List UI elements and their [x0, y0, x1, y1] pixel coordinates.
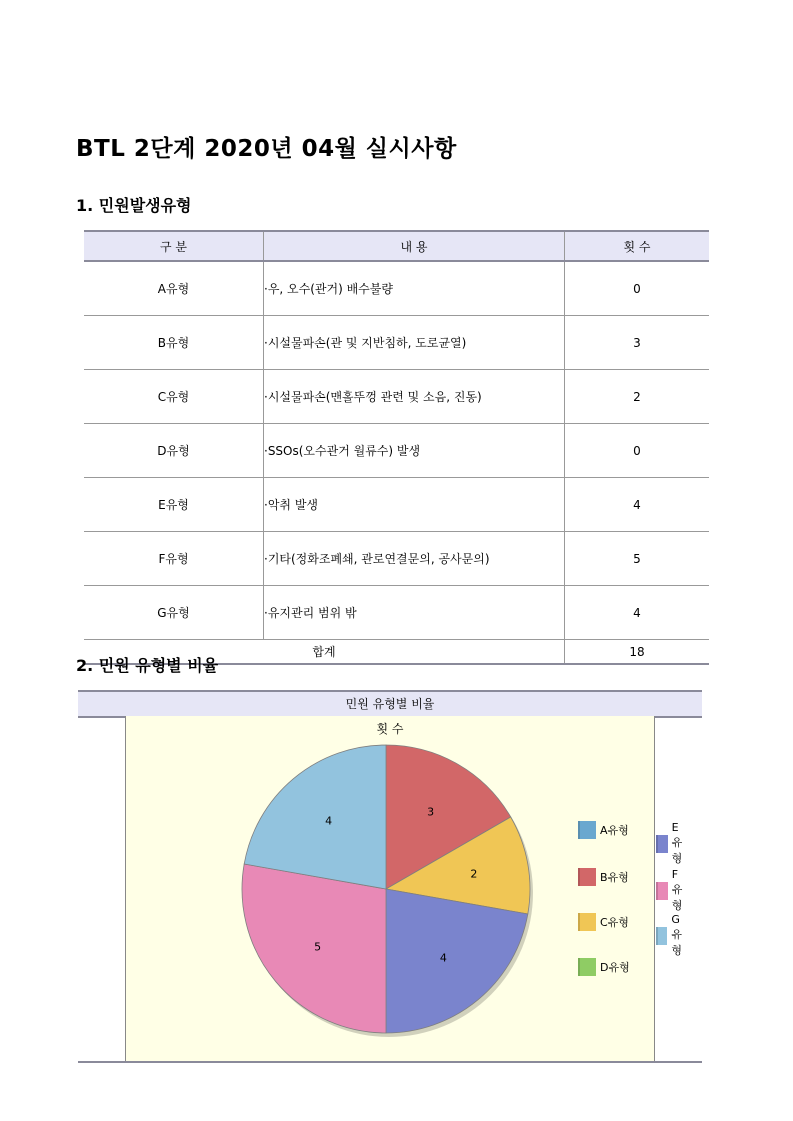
total-label: 합계 [84, 640, 565, 665]
legend-label: C유형 [600, 916, 629, 929]
legend-swatch [578, 913, 596, 931]
section-heading-type-ratio: 2. 민원 유형별 비율 [76, 656, 219, 675]
row-count: 4 [565, 586, 710, 640]
row-description: ·악취 발생 [264, 478, 565, 532]
pie-slice-E유형 [386, 889, 528, 1033]
legend-item [578, 868, 629, 886]
pie-chart [126, 716, 654, 1061]
pie-data-label: 2 [470, 867, 478, 881]
row-description: ·시설물파손(관 및 지반침하, 도로균열) [264, 316, 565, 370]
row-count: 4 [565, 478, 710, 532]
row-type: E유형 [84, 478, 264, 532]
chart-bottom-rule [78, 1061, 702, 1063]
legend-label: F유형 [671, 868, 683, 912]
legend-item [656, 868, 689, 913]
table-header-row [84, 231, 709, 261]
chart-header: 민원 유형별 비율 [78, 690, 702, 718]
row-description: ·SSOs(오수관거 월류수) 발생 [264, 424, 565, 478]
row-description: ·우, 오수(관거) 배수불량 [264, 261, 565, 316]
legend-label: G유형 [671, 913, 682, 957]
row-type: D유형 [84, 424, 264, 478]
column-header-category: 구 분 [84, 231, 264, 261]
row-type: F유형 [84, 532, 264, 586]
row-count: 3 [565, 316, 710, 370]
chart-title: 횟 수 [376, 722, 404, 736]
legend-item [578, 821, 629, 839]
pie-data-label: 3 [427, 805, 435, 819]
legend-swatch [656, 927, 667, 945]
legend-item [656, 913, 689, 958]
section-heading-complaint-types: 1. 민원발생유형 [76, 196, 192, 215]
legend-item [578, 958, 630, 976]
pie-data-label: 4 [325, 814, 333, 828]
row-count: 2 [565, 370, 710, 424]
legend-swatch [656, 882, 668, 900]
row-description: ·기타(정화조폐쇄, 관로연결문의, 공사문의) [264, 532, 565, 586]
row-type: G유형 [84, 586, 264, 640]
legend-swatch [578, 868, 596, 886]
table-row [84, 370, 709, 424]
table-row [84, 316, 709, 370]
pie-chart-area [125, 716, 683, 1061]
row-type: A유형 [84, 261, 264, 316]
table-row [84, 586, 709, 640]
pie-data-label: 4 [439, 951, 447, 965]
table-row [84, 532, 709, 586]
row-description: ·시설물파손(맨홀뚜껑 관련 및 소음, 진동) [264, 370, 565, 424]
page-title: BTL 2단계 2020년 04월 실시사항 [76, 136, 457, 162]
legend-item [656, 821, 689, 866]
pie-slice-G유형 [244, 745, 386, 889]
column-header-content: 내 용 [264, 231, 565, 261]
complaint-type-table [84, 230, 709, 665]
row-description: ·유지관리 범위 밖 [264, 586, 565, 640]
table-row [84, 261, 709, 316]
legend-swatch [656, 835, 668, 853]
row-count: 5 [565, 532, 710, 586]
legend-label: D유형 [600, 961, 630, 974]
row-type: B유형 [84, 316, 264, 370]
legend-label: E유형 [671, 821, 683, 865]
row-type: C유형 [84, 370, 264, 424]
legend-label: A유형 [600, 824, 629, 837]
column-header-count: 횟 수 [565, 231, 710, 261]
table-row [84, 424, 709, 478]
pie-data-label: 5 [314, 940, 322, 954]
legend-swatch [578, 821, 596, 839]
legend-label: B유형 [600, 871, 629, 884]
legend-item [578, 913, 629, 931]
legend-swatch [578, 958, 596, 976]
table-row [84, 478, 709, 532]
row-count: 0 [565, 261, 710, 316]
row-count: 0 [565, 424, 710, 478]
total-value: 18 [565, 640, 710, 665]
